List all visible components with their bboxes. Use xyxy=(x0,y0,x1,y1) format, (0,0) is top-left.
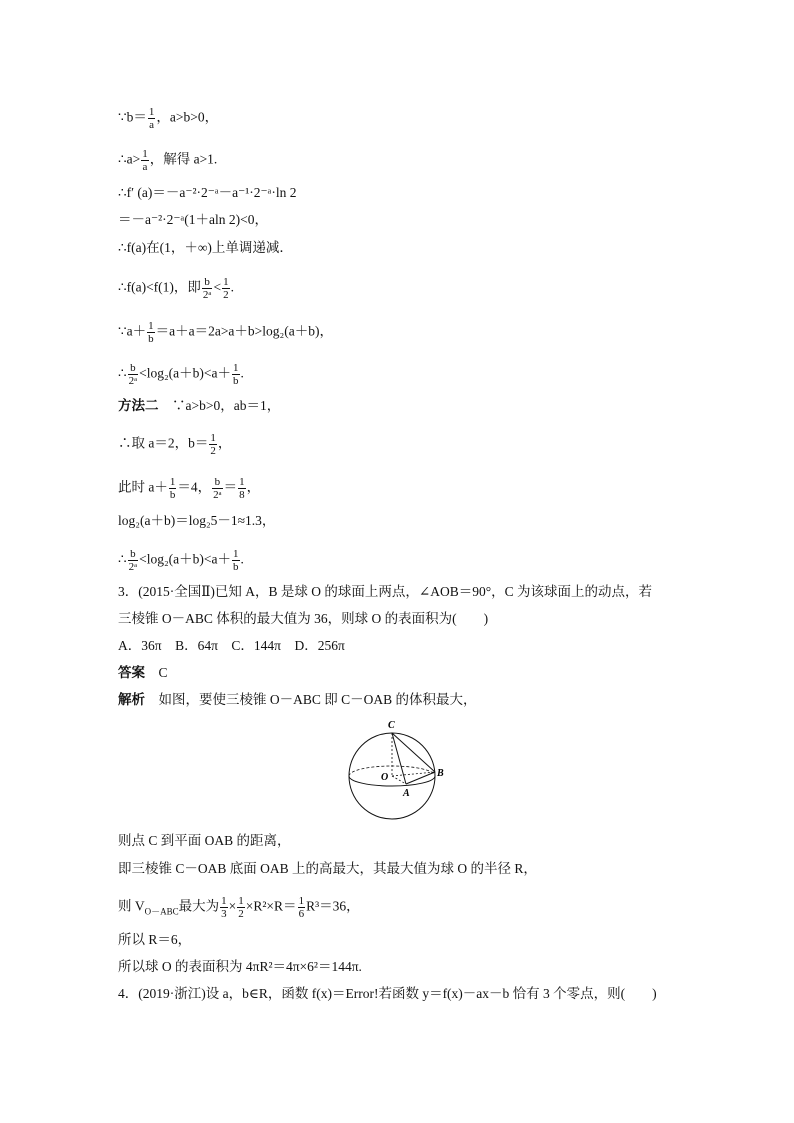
fraction: $\frac{1}{b}$ xyxy=(233,548,239,573)
line-conclusion-1: ∴ $\frac{b}{\text{2ᵃ}}$ <log₂(a＋b)<a＋ $\frac{1}{b}$ . xyxy=(118,362,244,387)
line-log-value: log₂(a＋b)＝log₂5－1≈1.3， xyxy=(118,513,276,528)
fraction: $\frac{b}{\text{2ᵃ}}$ xyxy=(128,362,138,387)
label-a: A xyxy=(403,788,410,799)
label-o: O xyxy=(381,772,389,783)
fraction: $\frac{1}{a}$ xyxy=(142,148,148,173)
label-b: B xyxy=(437,768,444,779)
fraction: $\frac{1}{b}$ xyxy=(233,362,239,387)
question-3-options: A．36π B．64π C．144π D．256π xyxy=(118,638,345,653)
fraction: $\frac{1}{a}$ xyxy=(148,106,155,131)
answer-line xyxy=(118,665,168,681)
line-distance: 则点 C 到平面 OAB 的距离， xyxy=(118,833,291,848)
line-a-gt: ∴a> $\frac{1}{a}$ ，解得 a>1. xyxy=(118,148,218,173)
question-4: 4．(2019·浙江)设 a，b∈R，函数 f(x)＝Error!若函数 y＝f(x)－ax－b 恰有 3 个零点，则( ) xyxy=(118,986,657,1001)
line-fa-lt-f1: ∴f(a)<f(1)，即 $\frac{b}{\text{2ᵃ}}$ < $\frac{1}{2}$ . xyxy=(118,276,234,301)
fraction: $\frac{1}{2}$ xyxy=(210,432,216,457)
line-take-values: ∴取 a＝2，b＝ $\frac{1}{2}$ ， xyxy=(118,432,232,457)
fraction: $\frac{1}{2}$ xyxy=(238,895,244,920)
analysis-line: 解析 如图，要使三棱锥 O－ABC 即 C－OAB 的体积最大， xyxy=(118,692,477,707)
line-a-plus-1b: ∵a＋ $\frac{1}{b}$ ＝a＋a＝2a>a＋b>log₂(a＋b)， xyxy=(118,320,333,345)
line-radius: 所以 R＝6， xyxy=(118,932,192,947)
method-two-label: 方法二 xyxy=(118,398,159,413)
line-surface-area: 所以球 O 的表面积为 4πR²＝4π×6²＝144π. xyxy=(118,959,362,974)
fraction: $\frac{1}{8}$ xyxy=(239,476,245,501)
fraction: $\frac{b}{\text{2ᵃ}}$ xyxy=(128,548,138,573)
line-conclusion-2: ∴ $\frac{b}{\text{2ᵃ}}$ <log₂(a＋b)<a＋ $\frac{1}{b}$ . xyxy=(118,548,244,573)
fraction: $\frac{1}{2}$ xyxy=(223,276,229,301)
fraction: $\frac{1}{b}$ xyxy=(148,320,154,345)
line-method-two: 方法二 ∵a>b>0，ab＝1， xyxy=(118,398,281,413)
line-at-this-time: 此时 a＋ $\frac{1}{b}$ ＝4， $\frac{b}{\text{2ᵃ}}$ ＝ $\frac{1}{8}$ ， xyxy=(118,476,261,501)
line-b-equals: ∵b＝ $\frac{1}{a}$ ，a>b>0， xyxy=(118,106,219,131)
line-derivative-2: ＝－a⁻²·2⁻ᵃ(1＋aln 2)<0， xyxy=(118,212,268,227)
fraction: $\frac{1}{6}$ xyxy=(298,895,305,920)
label-c: C xyxy=(388,720,395,731)
question-3-line-2: 三棱锥 O－ABC 体积的最大值为 36，则球 O 的表面积为( ) xyxy=(118,611,489,626)
fraction: $\frac{b}{\text{2ᵃ}}$ xyxy=(213,476,222,501)
fraction: $\frac{b}{\text{2ᵃ}}$ xyxy=(202,276,212,301)
line-height-max: 即三棱锥 C－OAB 底面 OAB 上的高最大，其最大值为球 O 的半径 R， xyxy=(118,861,537,876)
fraction: $\frac{1}{3}$ xyxy=(221,895,227,920)
line-derivative: ∴f′ (a)＝－a⁻²·2⁻ᵃ－a⁻¹·2⁻ᵃ·ln 2 xyxy=(118,185,297,200)
question-3-line-1: 3．(2015·全国Ⅱ)已知 A，B 是球 O 的球面上两点，∠AOB＝90°，C 为该球面上的动点，若 xyxy=(118,584,653,599)
line-monotonic: ∴f(a)在(1，＋∞)上单调递减． xyxy=(118,240,293,255)
line-volume: 则 $V_{O-ABC}$最大为 $\frac{1}{3}$ × $\frac{1}{2}$ ×R²×R＝ $\frac{1}{6}$ R³＝36， xyxy=(118,895,360,920)
fraction: $\frac{1}{b}$ xyxy=(169,476,176,501)
sphere-figure xyxy=(348,716,448,820)
answer-value: C xyxy=(158,665,168,680)
analysis-label: 解析 xyxy=(118,692,145,707)
answer-label: 答案 xyxy=(118,665,145,680)
